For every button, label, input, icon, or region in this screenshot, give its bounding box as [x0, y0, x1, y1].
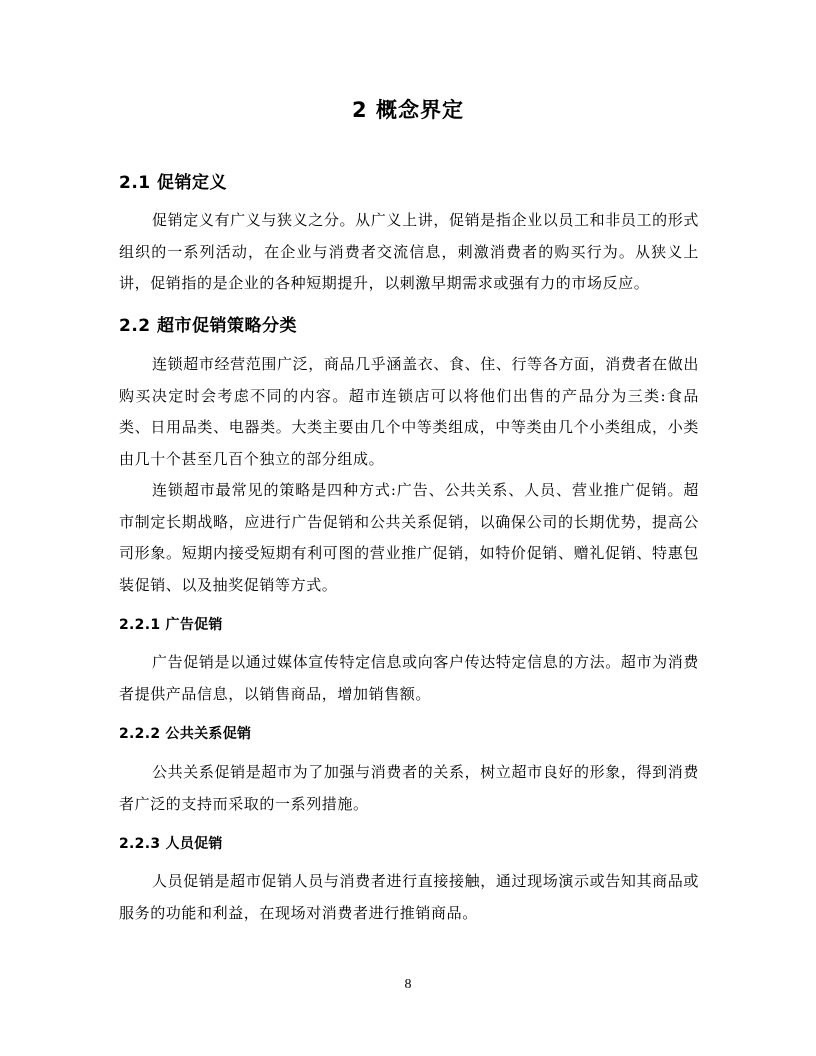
section-heading-2-1: 2.1 促销定义 [119, 173, 228, 193]
paragraph-2-2-1: 连锁超市经营范围广泛，商品几乎涵盖衣、食、住、行等各方面，消费者在做出购买决定时会考虑不同的内容。超市连锁店可以将他们出售的产品分为三类:食品类、日用品类、电器类。大类主要由几个中等类组成，中等类由几个小类组成，小类由几十个甚至几百个独立的部分组成。 [119, 355, 699, 468]
paragraph-2-2-2-1: 公共关系促销是超市为了加强与消费者的关系，树立超市良好的形象，得到消费者广泛的支持而采取的一系列措施。 [119, 763, 699, 813]
paragraph-2-2-2: 连锁超市最常见的策略是四种方式:广告、公共关系、人员、营业推广促销。超市制定长期战略，应进行广告促销和公共关系促销，以确保公司的长期优势，提高公司形象。短期内接受短期有利可图的营业推广促销，如特价促销、赠礼促销、特惠包装促销、以及抽奖促销等方式。 [119, 481, 699, 594]
paragraph-2-1-1: 促销定义有广义与狭义之分。从广义上讲，促销是指企业以员工和非员工的形式组织的一系列活动，在企业与消费者交流信息，刺激消费者的购买行为。从狭义上讲，促销指的是企业的各种短期提升，以刺激早期需求或强有力的市场反应。 [119, 211, 699, 292]
section-heading-2-2-1: 2.2.1 广告促销 [119, 617, 223, 633]
paragraph-2-2-3-1: 人员促销是超市促销人员与消费者进行直接接触，通过现场演示或告知其商品或服务的功能和利益，在现场对消费者进行推销商品。 [119, 872, 699, 922]
chapter-title: 2 概念界定 [352, 98, 464, 122]
paragraph-2-2-1-1: 广告促销是以通过媒体宣传特定信息或向客户传达特定信息的方法。超市为消费者提供产品信息，以销售商品，增加销售额。 [119, 653, 699, 703]
page-number: 8 [404, 977, 412, 992]
section-heading-2-2: 2.2 超市促销策略分类 [119, 316, 298, 336]
section-heading-2-2-2: 2.2.2 公共关系促销 [119, 726, 252, 742]
section-heading-2-2-3: 2.2.3 人员促销 [119, 836, 223, 852]
